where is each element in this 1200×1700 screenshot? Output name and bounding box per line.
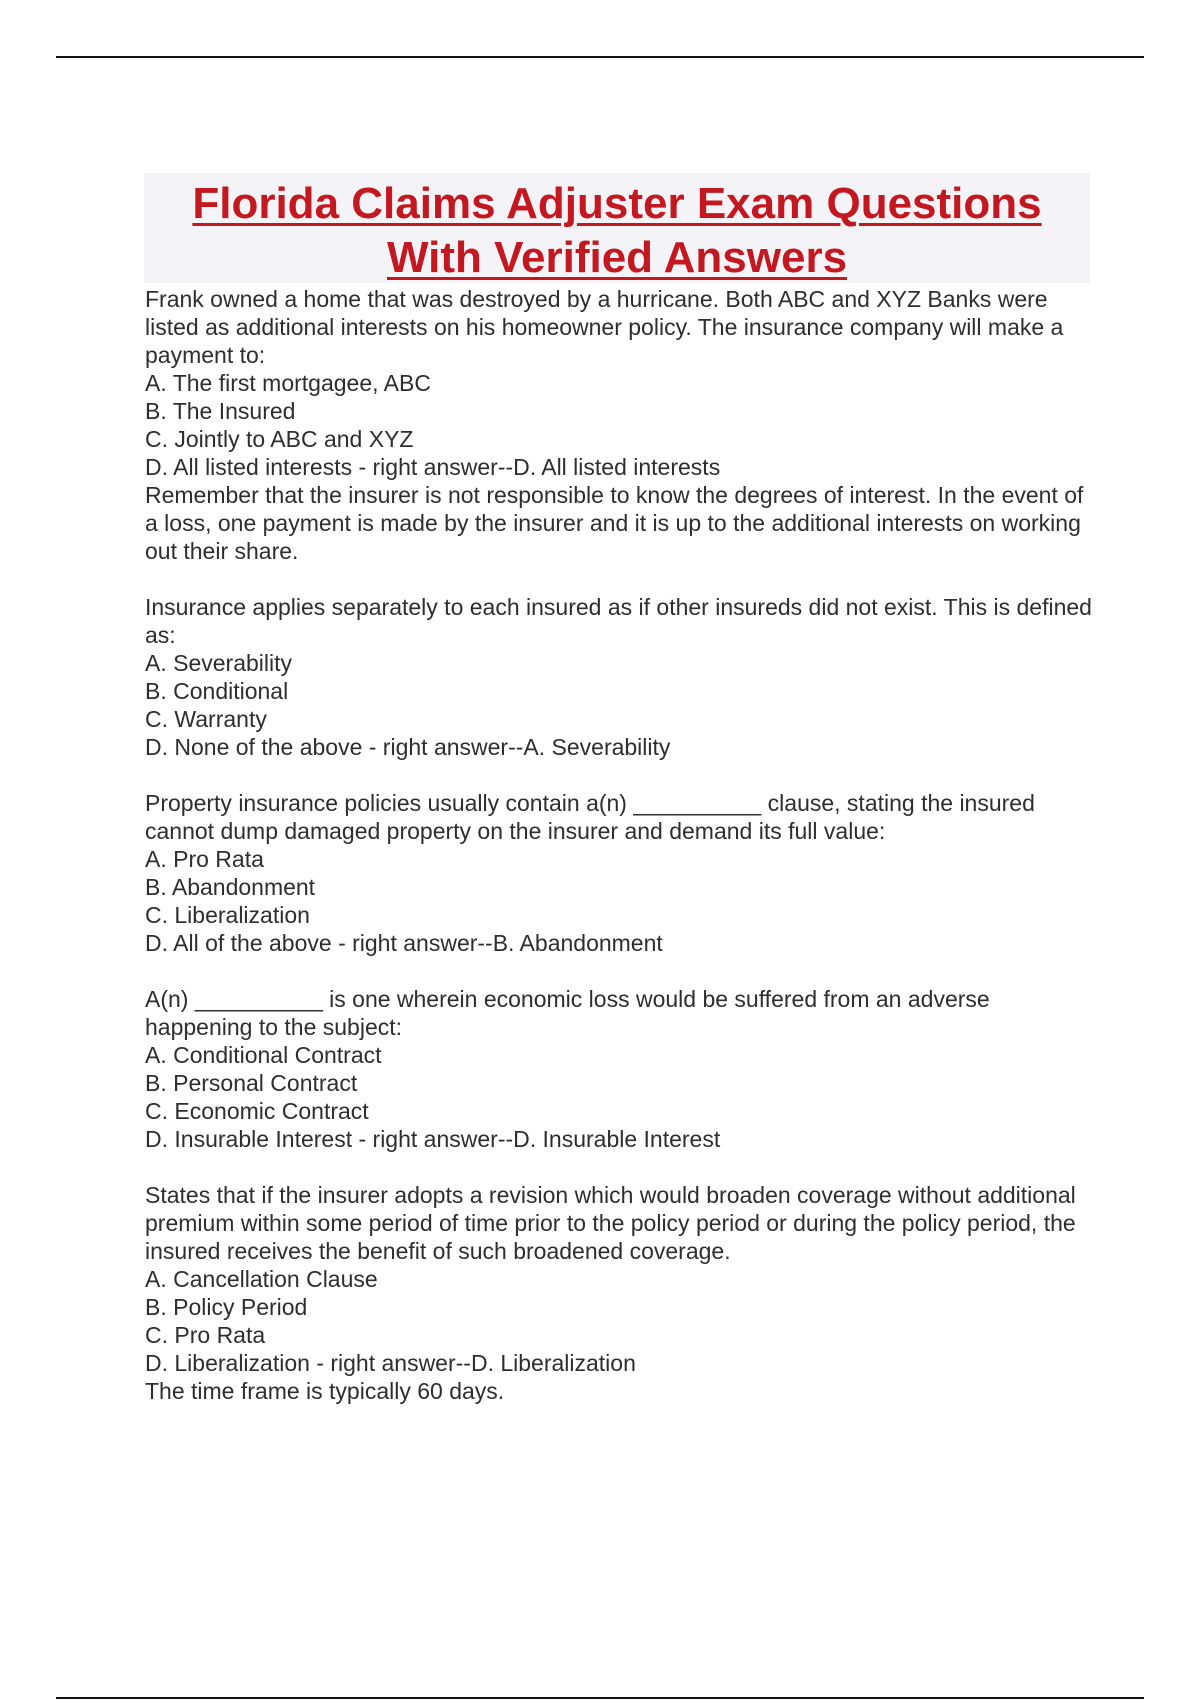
question-block-4 — [145, 985, 1095, 1153]
document-body — [145, 285, 1095, 1405]
answer-option: C. Warranty — [145, 706, 267, 732]
answer-option: C. Pro Rata — [145, 1322, 266, 1348]
answer-option: A. Cancellation Clause — [145, 1266, 378, 1292]
answer-option: C. Jointly to ABC and XYZ — [145, 426, 414, 452]
answer-explanation: The time frame is typically 60 days. — [145, 1378, 505, 1404]
answer-option-correct: D. None of the above - right answer--A. Severability — [145, 734, 671, 760]
answer-option-correct: D. All of the above - right answer--B. Abandonment — [145, 930, 663, 956]
answer-option-correct: D. Insurable Interest - right answer--D. Insurable Interest — [145, 1126, 721, 1152]
answer-option-correct: D. All listed interests - right answer--D. All listed interests — [145, 454, 721, 480]
answer-option: B. Policy Period — [145, 1294, 308, 1320]
title-line-2: With Verified Answers — [386, 233, 848, 282]
question-block-1 — [145, 285, 1095, 565]
question-stem: A(n) __________ is one wherein economic loss would be suffered from an adverse happening to the subject: — [145, 986, 990, 1040]
answer-option: B. The Insured — [145, 398, 296, 424]
question-stem: States that if the insurer adopts a revision which would broaden coverage without additional premium within some period of time prior to the policy period or during the policy period, the insured receives the benefit of such broadened coverage. — [145, 1182, 1076, 1264]
answer-option: A. The first mortgagee, ABC — [145, 370, 431, 396]
answer-option: A. Severability — [145, 650, 293, 676]
question-stem: Frank owned a home that was destroyed by a hurricane. Both ABC and XYZ Banks were listed as additional interests on his homeowner policy. The insurance company will make a payment to: — [145, 286, 1064, 368]
answer-option: B. Conditional — [145, 678, 289, 704]
answer-option: C. Economic Contract — [145, 1098, 369, 1124]
top-rule — [56, 56, 1144, 58]
answer-option: A. Conditional Contract — [145, 1042, 382, 1068]
answer-option-correct: D. Liberalization - right answer--D. Liberalization — [145, 1350, 636, 1376]
title-line-1: Florida Claims Adjuster Exam Questions — [192, 179, 1042, 228]
answer-explanation: Remember that the insurer is not responsible to know the degrees of interest. In the event of a loss, one payment is made by the insurer and it is up to the additional interests on working out their share. — [145, 482, 1084, 564]
question-block-5 — [145, 1181, 1095, 1405]
answer-option: A. Pro Rata — [145, 846, 264, 872]
question-stem: Property insurance policies usually contain a(n) __________ clause, stating the insured cannot dump damaged property on the insurer and demand its full value: — [145, 790, 1035, 844]
question-block-2 — [145, 593, 1095, 761]
bottom-rule — [56, 1697, 1144, 1699]
title-banner — [144, 173, 1090, 283]
answer-option: C. Liberalization — [145, 902, 310, 928]
document-title — [144, 173, 1090, 285]
question-stem: Insurance applies separately to each insured as if other insureds did not exist. This is defined as: — [145, 594, 1092, 648]
answer-option: B. Abandonment — [145, 874, 316, 900]
answer-option: B. Personal Contract — [145, 1070, 358, 1096]
question-block-3 — [145, 789, 1095, 957]
